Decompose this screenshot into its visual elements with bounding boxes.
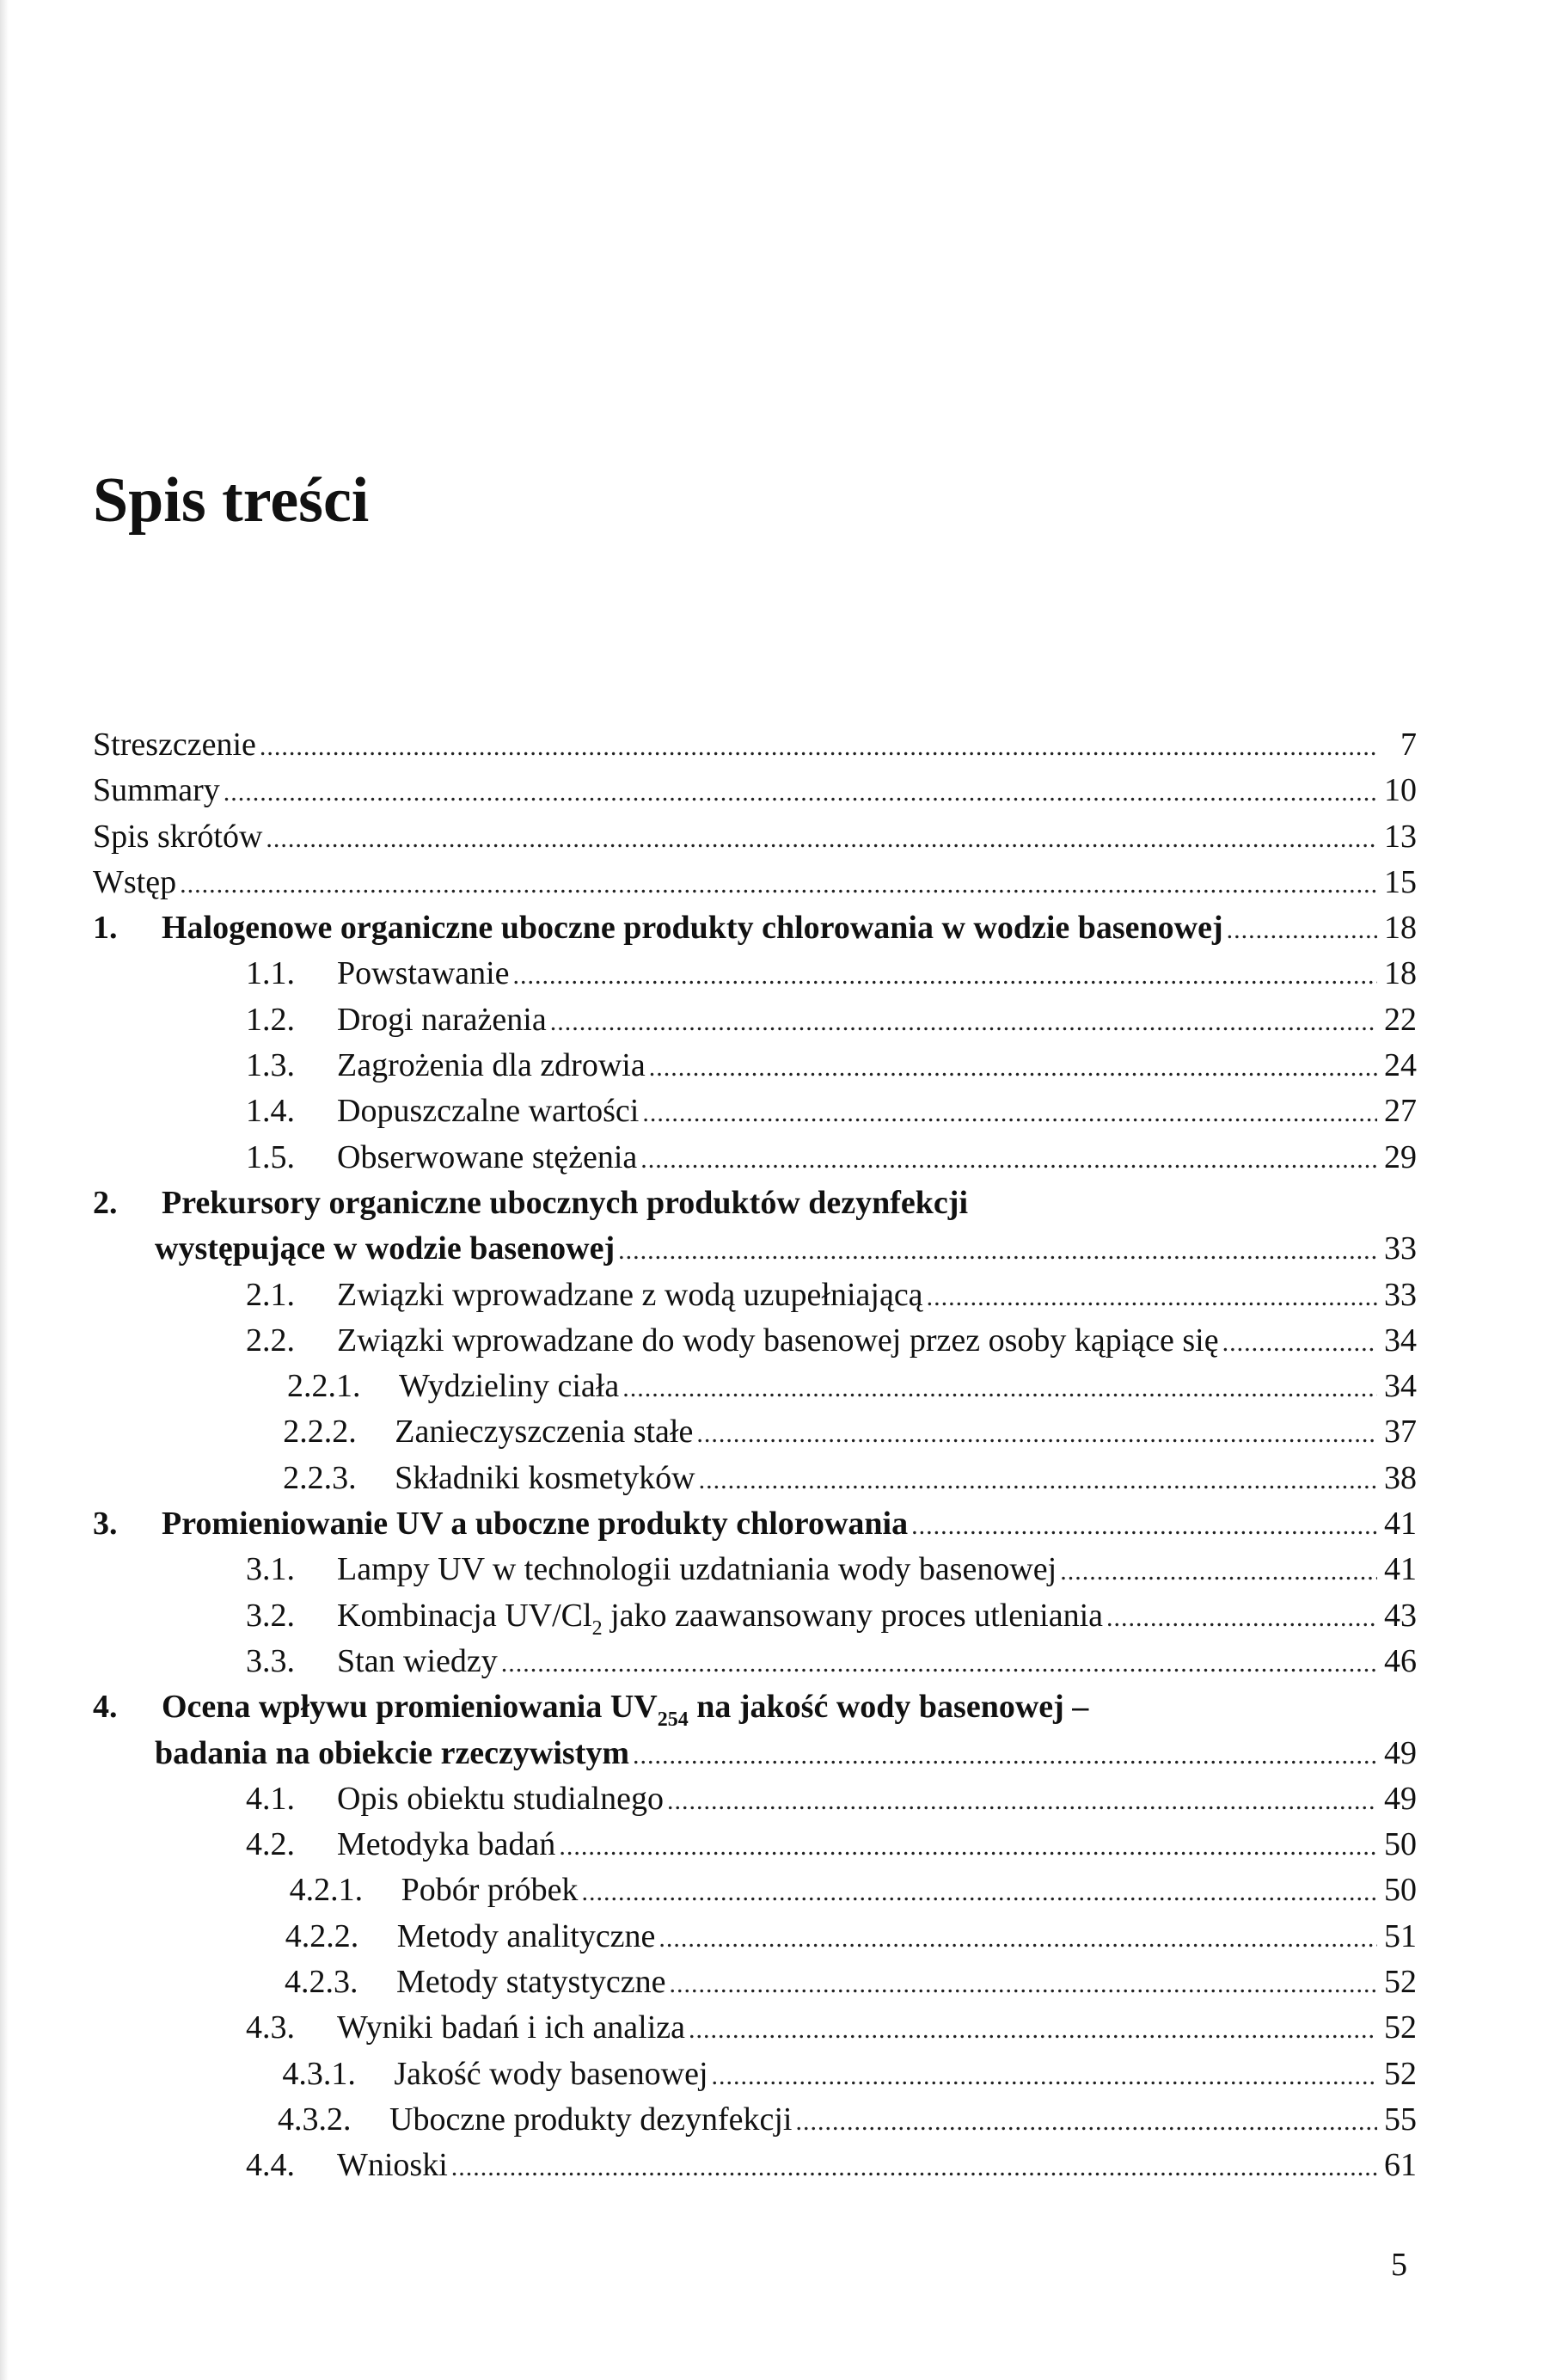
leader-dots [501, 1641, 1377, 1686]
toc-title: Uboczne produkty dezynfekcji [389, 2101, 793, 2138]
toc-title: Metody analityczne [396, 1917, 656, 1954]
leader-dots [911, 1503, 1377, 1549]
toc-title: Metodyka badań [337, 1826, 556, 1863]
toc-page: 49 [1384, 1734, 1417, 1771]
toc-title: Streszczenie [93, 727, 256, 763]
toc-section [93, 1135, 1417, 1181]
toc-page: 18 [1384, 955, 1417, 992]
toc-title: Powstawanie [337, 955, 510, 992]
toc-title-line1: Prekursory organiczne ubocznych produktów dezynfekcji [162, 1184, 969, 1221]
toc-chapter [93, 1501, 1417, 1547]
leader-dots [581, 1869, 1377, 1915]
toc-title-line1: Ocena wpływu promieniowania $UV_{254}$ na jakość wody basenowej – [162, 1689, 1089, 1732]
toc-section [93, 1639, 1417, 1684]
toc-title: Wstęp [93, 863, 177, 900]
toc-number: 2.2.2. [283, 1414, 357, 1451]
toc-subsection [93, 1364, 1417, 1409]
toc-chapter [93, 1684, 1417, 1776]
toc-page: 51 [1384, 1917, 1417, 1954]
toc-title: Związki wprowadzane do wody basenowej przez osoby kąpiące się [337, 1322, 1219, 1359]
toc-number: 4.3.1. [282, 2055, 356, 2092]
toc-page: 46 [1384, 1642, 1417, 1679]
toc-page: 34 [1384, 1368, 1417, 1405]
toc-section [93, 951, 1417, 997]
leader-dots [658, 1916, 1377, 1961]
toc-page: 33 [1384, 1276, 1417, 1313]
leader-dots [513, 953, 1377, 998]
toc-entry [93, 768, 1417, 813]
toc-title: Kombinacja $UV/Cl_2$ jako zaawansowany proces utleniania [337, 1597, 1103, 1640]
toc-title: Spis skrótów [93, 818, 263, 855]
toc-number: 4.2. [246, 1826, 295, 1863]
toc-number: 1. [93, 910, 118, 947]
toc-number: 4.3.2. [278, 2101, 352, 2138]
toc-page: 37 [1384, 1414, 1417, 1451]
toc-page: 29 [1384, 1138, 1417, 1175]
toc-number: 3.2. [246, 1597, 295, 1634]
leader-dots [699, 1457, 1377, 1503]
toc-number: 4.3. [246, 2009, 295, 2046]
toc-page: 52 [1384, 2009, 1417, 2046]
toc-number: 4.2.1. [289, 1872, 364, 1909]
scan-shadow-edge [0, 0, 9, 2380]
toc-title: Jakość wody basenowej [394, 2055, 708, 2092]
toc-subsection [93, 1914, 1417, 1960]
leader-dots [712, 2053, 1378, 2099]
leader-dots [559, 1824, 1377, 1869]
toc-page: 13 [1384, 818, 1417, 855]
toc-section [93, 2143, 1417, 2188]
leader-dots [1106, 1595, 1377, 1641]
toc-number: 3.1. [246, 1551, 295, 1588]
leader-dots [689, 2007, 1377, 2052]
toc-number: 4. [93, 1689, 118, 1726]
leader-dots [622, 1365, 1377, 1411]
leader-dots [633, 1733, 1377, 1778]
leader-dots [224, 770, 1377, 815]
toc-subsection [93, 1456, 1417, 1501]
toc-page: 10 [1384, 772, 1417, 809]
toc-subsection [93, 2052, 1417, 2097]
toc-number: 4.1. [246, 1780, 295, 1817]
leader-dots [667, 1778, 1377, 1824]
toc-section [93, 1776, 1417, 1822]
toc-number: 4.4. [246, 2147, 295, 2184]
toc-page: 38 [1384, 1459, 1417, 1496]
toc-page: 41 [1384, 1551, 1417, 1588]
toc-title: Drogi narażenia [337, 1001, 547, 1038]
toc-section [93, 1822, 1417, 1868]
toc-page: 61 [1384, 2147, 1417, 2184]
table-of-contents [93, 722, 1417, 2189]
toc-page: 33 [1384, 1230, 1417, 1267]
toc-title: Halogenowe organiczne uboczne produkty chlorowania w wodzie basenowej [162, 910, 1223, 947]
toc-number: 2.2.3. [283, 1459, 357, 1496]
leader-dots [649, 1045, 1377, 1090]
toc-number: 1.5. [246, 1138, 295, 1175]
leader-dots [1222, 1320, 1377, 1365]
toc-number: 1.1. [246, 955, 295, 992]
toc-title: Zagrożenia dla zdrowia [337, 1047, 646, 1084]
toc-page: 55 [1384, 2101, 1417, 2138]
toc-section [93, 1547, 1417, 1592]
toc-page: 41 [1384, 1506, 1417, 1543]
toc-number: 3. [93, 1506, 118, 1543]
toc-chapter [93, 1181, 1417, 1273]
leader-dots [550, 999, 1377, 1045]
page-title: Spis treści [93, 465, 370, 536]
leader-dots [927, 1274, 1377, 1320]
toc-entry [93, 860, 1417, 905]
toc-title: Związki wprowadzane z wodą uzupełniającą [337, 1276, 923, 1313]
leader-dots [260, 724, 1377, 770]
toc-page: 52 [1384, 1964, 1417, 2001]
toc-title: Dopuszczalne wartości [337, 1093, 640, 1130]
page-number: 5 [1391, 2247, 1407, 2283]
toc-number: 4.2.2. [285, 1917, 359, 1954]
toc-page: 15 [1384, 863, 1417, 900]
toc-section [93, 2005, 1417, 2051]
leader-dots [451, 2144, 1377, 2190]
toc-entry [93, 722, 1417, 768]
toc-section [93, 1089, 1417, 1134]
toc-page: 49 [1384, 1780, 1417, 1817]
toc-number: 2.2. [246, 1322, 295, 1359]
toc-number: 2.1. [246, 1276, 295, 1313]
leader-dots [1227, 907, 1377, 953]
leader-dots [669, 1961, 1377, 2007]
toc-page: 50 [1384, 1826, 1417, 1863]
leader-dots [642, 1090, 1377, 1136]
toc-chapter [93, 905, 1417, 951]
toc-number: 2.2.1. [287, 1368, 361, 1405]
toc-subsection [93, 1960, 1417, 2005]
toc-page: 24 [1384, 1047, 1417, 1084]
leader-dots [640, 1137, 1377, 1182]
toc-number: 3.3. [246, 1642, 295, 1679]
leader-dots [1060, 1549, 1377, 1594]
toc-number: 4.2.3. [285, 1964, 358, 2001]
toc-title-line2: występujące w wodzie basenowej [155, 1230, 616, 1267]
toc-title: Zanieczyszczenia stałe [395, 1414, 694, 1451]
toc-page: 7 [1400, 727, 1417, 763]
toc-page: 22 [1384, 1001, 1417, 1038]
toc-title: Summary [93, 772, 220, 809]
toc-title: Składniki kosmetyków [395, 1459, 695, 1496]
toc-section [93, 1593, 1417, 1639]
toc-subsection [93, 1868, 1417, 1913]
toc-number: 2. [93, 1184, 118, 1221]
toc-subsection [93, 2097, 1417, 2143]
toc-number: 1.2. [246, 1001, 295, 1038]
toc-title: Pobór próbek [401, 1872, 579, 1909]
leader-dots [618, 1228, 1377, 1273]
toc-title: Promieniowanie UV a uboczne produkty chlorowania [162, 1506, 909, 1543]
toc-page: 34 [1384, 1322, 1417, 1359]
toc-page: 18 [1384, 910, 1417, 947]
toc-title-line2: badania na obiekcie rzeczywistym [155, 1734, 630, 1771]
toc-title: Obserwowane stężenia [337, 1138, 638, 1175]
toc-section [93, 997, 1417, 1043]
toc-title: Stan wiedzy [337, 1642, 498, 1679]
toc-page: 43 [1384, 1597, 1417, 1634]
toc-title: Wydzieliny ciała [399, 1368, 620, 1405]
toc-page: 52 [1384, 2055, 1417, 2092]
toc-title: Metody statystyczne [396, 1964, 666, 2001]
leader-dots [180, 862, 1377, 907]
toc-number: 1.3. [246, 1047, 295, 1084]
toc-title: Lampy UV w technologii uzdatniania wody basenowej [337, 1551, 1057, 1588]
toc-title: Wnioski [337, 2147, 448, 2184]
toc-page: 50 [1384, 1872, 1417, 1909]
leader-dots [796, 2099, 1378, 2144]
leader-dots [266, 816, 1377, 862]
toc-entry [93, 814, 1417, 860]
toc-subsection [93, 1409, 1417, 1455]
toc-title: Opis obiektu studialnego [337, 1780, 664, 1817]
leader-dots [696, 1411, 1377, 1457]
toc-title: Wyniki badań i ich analiza [337, 2009, 685, 2046]
toc-section [93, 1318, 1417, 1364]
toc-section [93, 1043, 1417, 1089]
toc-page: 27 [1384, 1093, 1417, 1130]
toc-number: 1.4. [246, 1093, 295, 1130]
toc-section [93, 1273, 1417, 1318]
